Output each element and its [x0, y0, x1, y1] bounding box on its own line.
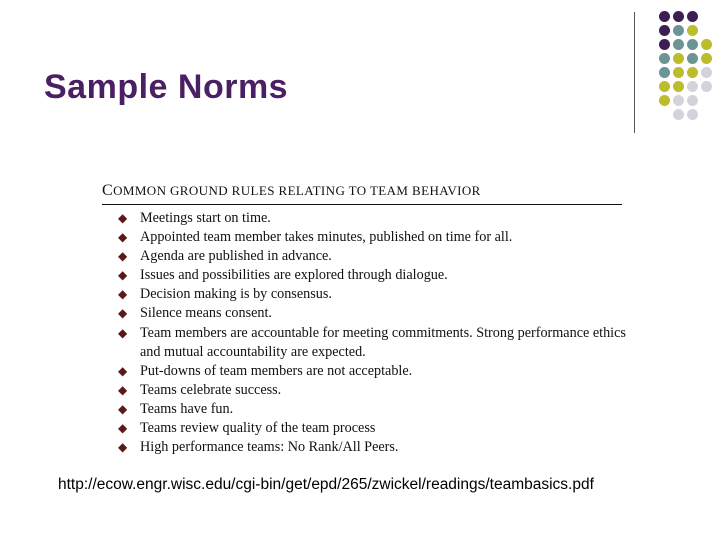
rule-continuation — [106, 343, 626, 362]
rule-item — [106, 324, 626, 343]
heading-initial: C — [102, 182, 114, 199]
decor-dot — [659, 11, 670, 22]
decor-dot — [659, 25, 670, 36]
decor-dot — [687, 81, 698, 92]
rule-item — [106, 362, 626, 381]
rules-list — [106, 209, 626, 457]
decor-dot — [687, 11, 698, 22]
decor-dot — [687, 109, 698, 120]
decor-dot — [687, 53, 698, 64]
rule-text: Put-downs of team members are not acceptable. — [140, 362, 413, 379]
decor-dot — [673, 95, 684, 106]
diamond-bullet-icon: ◆ — [118, 420, 128, 435]
decor-dot — [701, 67, 712, 78]
rule-item — [106, 419, 626, 438]
rule-item — [106, 266, 626, 285]
decor-dot — [673, 67, 684, 78]
decor-dot — [701, 39, 712, 50]
rule-text: High performance teams: No Rank/All Peers. — [140, 439, 399, 456]
diamond-bullet-icon: ◆ — [118, 401, 128, 416]
decor-dot — [659, 95, 670, 106]
decor-dot — [673, 11, 684, 22]
heading-text: OMMON GROUND RULES RELATING TO TEAM BEHAVIOR — [113, 183, 481, 198]
decor-dot — [687, 39, 698, 50]
rule-item — [106, 228, 626, 247]
rule-item — [106, 400, 626, 419]
decor-dot — [659, 81, 670, 92]
decor-dot — [673, 81, 684, 92]
decor-dot — [673, 53, 684, 64]
rule-item — [106, 247, 626, 266]
diamond-bullet-icon: ◆ — [118, 268, 128, 283]
diamond-bullet-icon: ◆ — [118, 363, 128, 378]
rule-text: Teams have fun. — [140, 400, 234, 417]
rule-text: Agenda are published in advance. — [140, 248, 332, 265]
rule-text: Appointed team member takes minutes, published on time for all. — [140, 229, 513, 246]
decor-dot — [659, 53, 670, 64]
rule-item — [106, 438, 626, 457]
decor-dot — [701, 81, 712, 92]
rules-heading — [102, 182, 622, 205]
rule-item — [106, 381, 626, 400]
divider-line — [634, 12, 635, 133]
source-url: http://ecow.engr.wisc.edu/cgi-bin/get/epd/265/zwickel/readings/teambasics.pdf — [58, 476, 594, 493]
diamond-bullet-icon: ◆ — [118, 382, 128, 397]
rule-text: Decision making is by consensus. — [140, 286, 332, 303]
diamond-bullet-icon: ◆ — [118, 211, 128, 225]
decor-dot — [659, 39, 670, 50]
decor-dot — [673, 39, 684, 50]
rule-text: Silence means consent. — [140, 305, 272, 322]
decor-dot — [687, 25, 698, 36]
decor-dot — [659, 67, 670, 78]
rule-continuation-text: and mutual accountability are expected. — [140, 343, 366, 360]
diamond-bullet-icon: ◆ — [118, 306, 128, 321]
rule-item — [106, 304, 626, 323]
rule-text: Teams celebrate success. — [140, 381, 282, 398]
rule-text: Meetings start on time. — [140, 210, 271, 226]
decor-dot — [673, 25, 684, 36]
rule-item — [106, 209, 626, 228]
diamond-bullet-icon: ◆ — [118, 287, 128, 302]
rule-text: Teams review quality of the team process — [140, 419, 376, 436]
decor-dot — [687, 67, 698, 78]
decor-dot — [701, 53, 712, 64]
diamond-bullet-icon: ◆ — [118, 249, 128, 264]
decor-dot — [673, 109, 684, 120]
diamond-bullet-icon: ◆ — [118, 230, 128, 245]
diamond-bullet-icon: ◆ — [118, 440, 128, 455]
rules-block — [102, 182, 626, 457]
rule-text: Issues and possibilities are explored through dialogue. — [140, 267, 448, 284]
diamond-bullet-icon: ◆ — [118, 325, 128, 340]
rule-text: Team members are accountable for meeting commitments. Strong performance ethics — [140, 324, 626, 341]
decor-dot — [687, 95, 698, 106]
slide-title: Sample Norms — [44, 68, 289, 106]
rule-item — [106, 285, 626, 304]
